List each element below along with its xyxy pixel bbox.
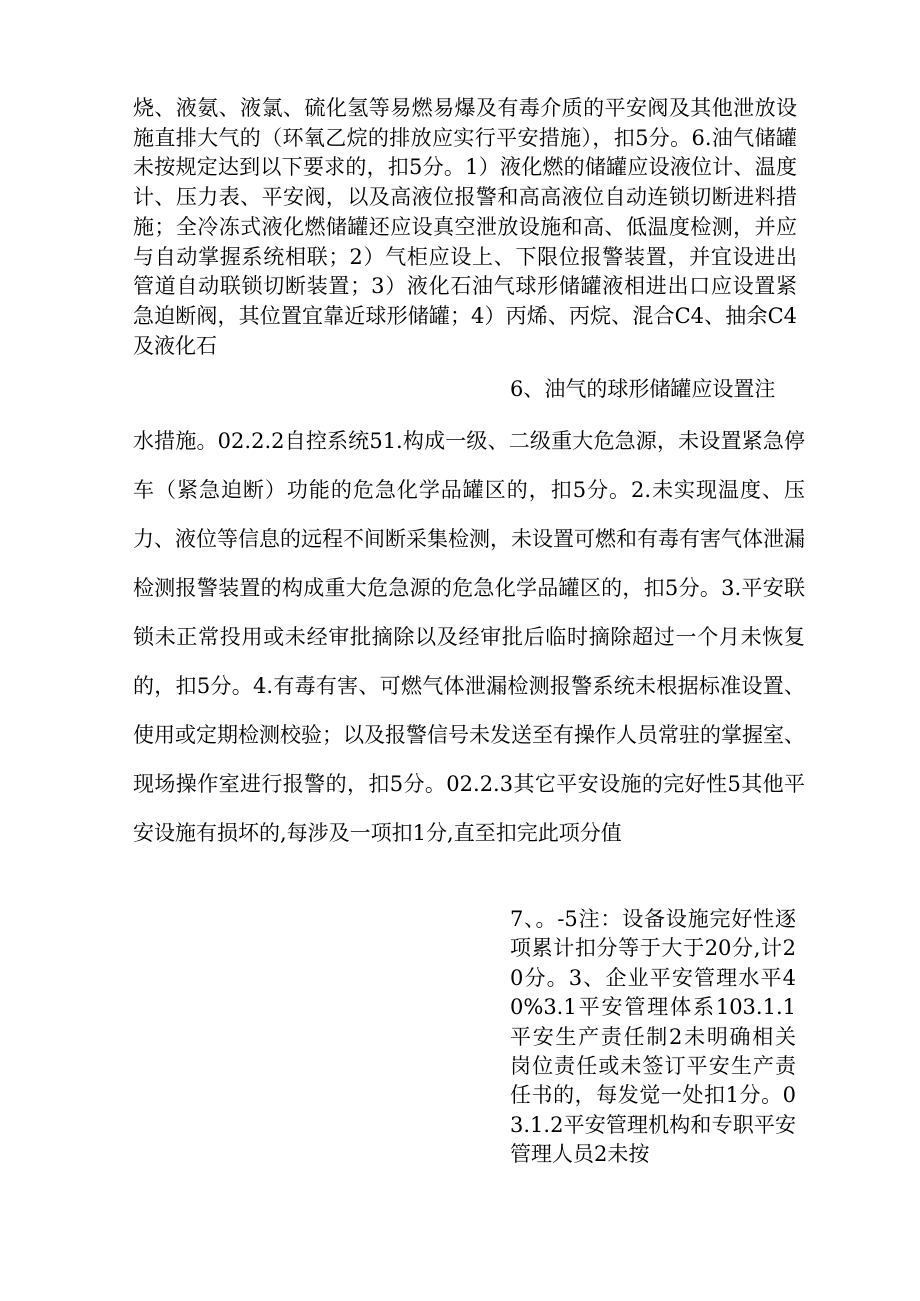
paragraph-spherical-tank-heading: 6、油气的球形储罐应设置注 [510,377,776,401]
paragraph-safety-valves-storage-tanks: 烧、液氨、液氯、硫化氢等易燃易爆及有毒介质的平安阀及其他泄放设施直排大气的（环氧乙烷的排放应实行平安措施），扣5分。6.油气储罐未按规定达到以下要求的，扣5分。1）液化燃的储罐应设液位计、温度计、压力表、平安阀，以及高液位报警和高高液位自动连锁切断进料措施；全冷冻式液化燃储罐还应设真空泄放设施和高、低温度检测，并应与自动掌握系统相联；2）气柜应设上、下限位报警装置，并宜设进出管道自动联锁切断装置；3）液化石油气球形储罐液相进出口应设置紧急迫断阀，其位置宜靠近球形储罐；4）丙烯、丙烷、混合C4、抽余C4及液化石 [133,96,797,358]
paragraph-automatic-control-system: 水措施。02.2.2自控系统51.构成一级、二级重大危急源，未设置紧急停车（紧急迫断）功能的危急化学品罐区的，扣5分。2.未实现温度、压力、液位等信息的远程不间断采集检测，未设置可燃和有毒有害气体泄漏检测报警装置的构成重大危急源的危急化学品罐区的，扣5分。3.平安联锁未正常投用或未经审批摘除以及经审批后临时摘除超过一个月未恢复的，扣5分。4.有毒有害、可燃气体泄漏检测报警系统未根据标准设置、使用或定期检测校验；以及报警信号未发送至有操作人员常驻的掌握室、现场操作室进行报警的，扣5分。02.2.3其它平安设施的完好性5其他平安设施有损坏的,每涉及一项扣1分,直至扣完此项分值 [133,429,805,845]
paragraph-equipment-integrity-management: 7、。-5注：设备设施完好性逐项累计扣分等于大于20分,计20分。3、企业平安管理水平40%3.1平安管理体系103.1.1平安生产责任制2未明确相关岗位责任或未签订平安生产责任书的，每发觉一处扣1分。03.1.2平安管理机构和专职平安管理人员2未按 [510,907,796,1167]
